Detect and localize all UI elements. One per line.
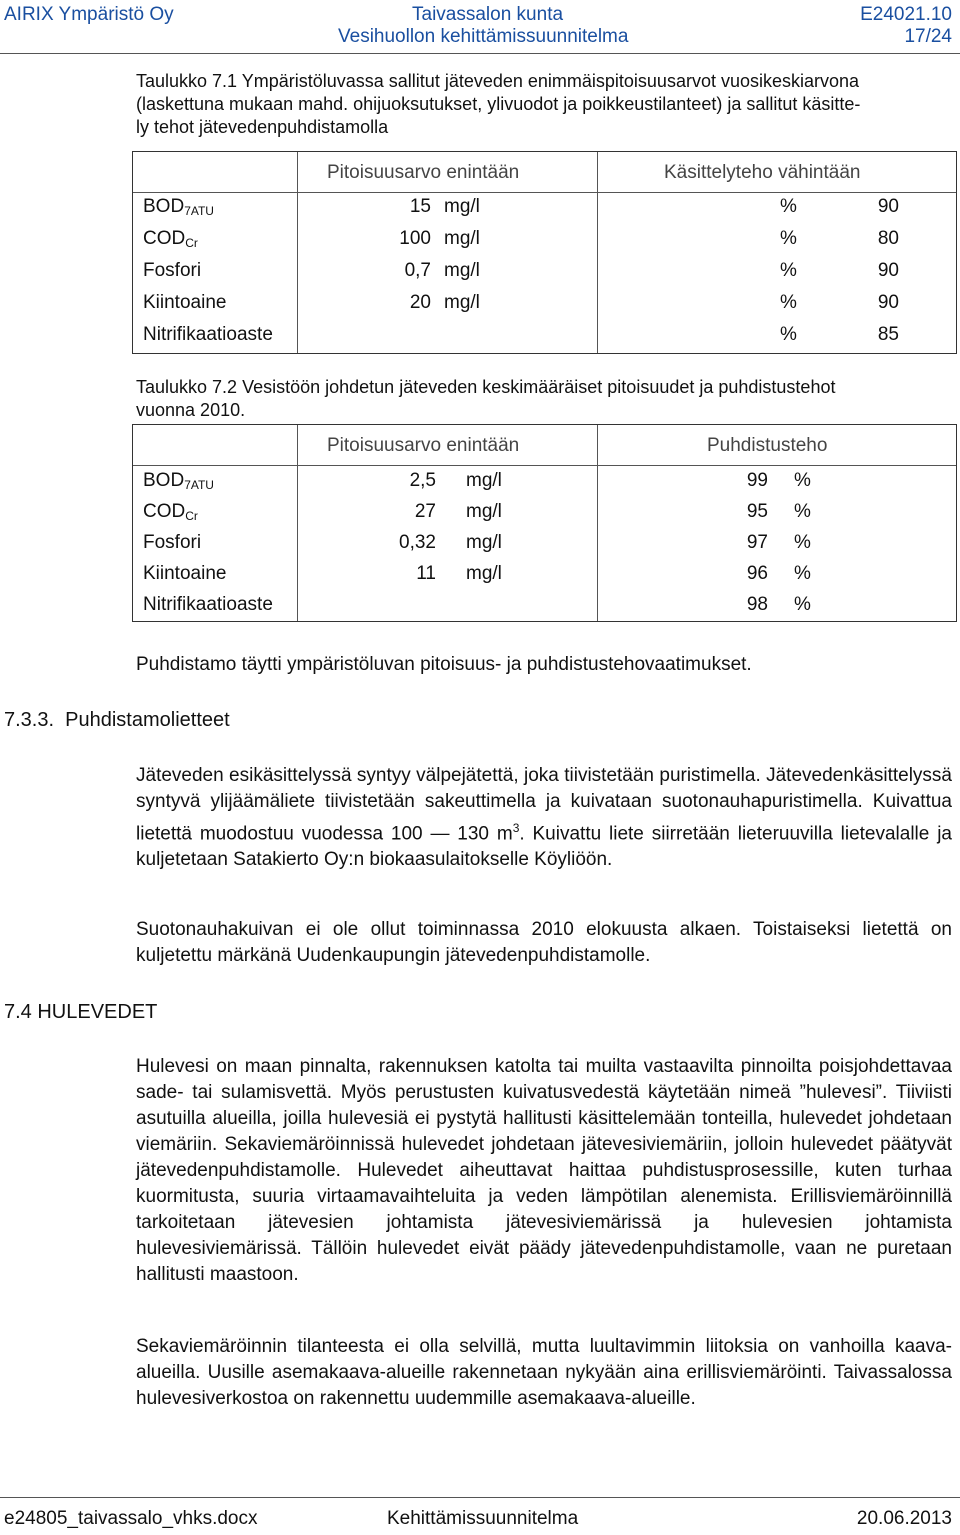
table1-row-2-efficiency: 90 bbox=[877, 260, 899, 281]
footer-filename: e24805_taivassalo_vhks.docx bbox=[4, 1508, 258, 1529]
table1-row-0-efficiency: 90 bbox=[877, 196, 899, 217]
section-733-paragraph-2: Suotonauhakuivan ei ole ollut toiminnassa 2010 elokuusta alkaen. Toistaiseksi lietettä on kuljetettu märkänä Uudenkaupungin jätevedenpuhdistamolle. bbox=[136, 919, 952, 966]
table1-header-concentration: Pitoisuusarvo enintään bbox=[327, 162, 520, 183]
section-74-paragraph-2: Sekaviemäröinnin tilanteesta ei olla selvillä, mutta luultavimmin liitoksia on vanhoilla kaava-alueilla. Uusille asemakaava-alueille rakennetaan nykyään aina erillisviemäröinti. Taivassalossa hulevesiverkostoa on rakennettu uudemmille asemakaava-alueille. bbox=[136, 1336, 952, 1409]
table1-row-0-parameter: $BOD_{7ATU}$ bbox=[143, 196, 214, 218]
table2-row-0-unit: mg/l bbox=[466, 470, 502, 491]
footer-doc-title: Kehittämissuunnitelma bbox=[387, 1508, 579, 1529]
table1-row-0-unit: mg/l bbox=[444, 196, 480, 217]
table1-row-1-value: 100 bbox=[399, 228, 431, 249]
header-client: Taivassalon kunta bbox=[412, 4, 564, 25]
table1-caption-line2: (laskettuna mukaan mahd. ohijuoksutukset, ylivuodot ja poikkeustilanteet) ja sallitut käsitte- bbox=[136, 94, 861, 114]
section-733-p1-sup: 3 bbox=[512, 821, 520, 835]
table2-header-concentration: Pitoisuusarvo enintään bbox=[327, 435, 520, 456]
table1-header-efficiency: Käsittelyteho vähintään bbox=[664, 162, 861, 183]
table1-row-3-value: 20 bbox=[409, 292, 431, 313]
header-divider bbox=[0, 53, 960, 54]
header-project-code: E24021.10 bbox=[860, 4, 952, 25]
table2-row-0-percent: % bbox=[794, 470, 811, 491]
table1-row-4-parameter: Nitrifikaatioaste bbox=[143, 324, 273, 345]
section-74-heading: 7.4 HULEVEDET bbox=[4, 1001, 158, 1023]
table2-row-3-percent: % bbox=[794, 563, 811, 584]
section-733-p1-after: . Kuivattu liete siirretään lieteruuvilla lietevalalle ja kuljetetaan Satakierto Oy:n biokaasulaitokselle Köyliöön. bbox=[136, 823, 952, 871]
section-733-p1-before: Jäteveden esikäsittelyssä syntyy välpejätettä, joka tiivistetään puristimella. Jätevedenkäsittelyssä syntyvä ylijäämäliete tiivistetään sakeuttimella ja kuivataan suotonauhapuristimella. Kuivattua lietettä muodostuu vuodessa 100 — 130 m bbox=[136, 765, 952, 845]
table2-row-2-unit: mg/l bbox=[466, 532, 502, 553]
table1-row-1-percent: % bbox=[780, 228, 797, 249]
table1-row-1-unit: mg/l bbox=[444, 228, 480, 249]
table1-col-divider-1 bbox=[297, 152, 298, 353]
table2-row-4-efficiency: 98 bbox=[746, 594, 768, 615]
table2-row-3-value: 11 bbox=[416, 563, 436, 584]
table1-row-1-efficiency: 80 bbox=[877, 228, 899, 249]
table2-caption-line2: vuonna 2010. bbox=[136, 400, 246, 420]
table2-row-4-percent: % bbox=[794, 594, 811, 615]
table2 bbox=[132, 424, 957, 622]
table2-col-divider-2 bbox=[597, 425, 598, 621]
table1 bbox=[132, 151, 957, 354]
section-74-paragraph-1: Hulevesi on maan pinnalta, rakennuksen katolta tai muilta vastaavilta pinnoilta poisjohdettavaa sade- tai sulamisvettä. Myös perustusten kuivatusvedestä käytetään nimeä ”hulevesi”. Tiiviisti asutuilla alueilla, joilla hulevesiä ei pystytä hallitusti käsittelemään tonteilla, hulevedet johdetaan viemäriin. Sekaviemäröinnissä hulevedet johdetaan jätevesiviemäriin, jolloin hulevedet päätyvät jätevedenpuhdistamolle. Hulevedet aiheuttavat haittaa puhdistusprosessille, kuten turhaa kuormitusta, suuria virtaamavaihteluita ja veden lämpötilan alenemista. Erillisviemäröinnillä tarkoitetaan jätevesien johtamista jätevesiviemärissä ja hulevesien johtamista hulevesiviemärissä. Tällöin hulevedet eivät päädy jätevedenpuhdistamolle, vaan ne puretaan hallitusti maastoon. bbox=[136, 1056, 952, 1285]
header-title: Vesihuollon kehittämissuunnitelma bbox=[338, 26, 629, 47]
table2-row-0-efficiency: 99 bbox=[746, 470, 768, 491]
table2-row-1-percent: % bbox=[794, 501, 811, 522]
footer-divider bbox=[0, 1497, 960, 1498]
table2-row-3-efficiency: 96 bbox=[746, 563, 768, 584]
table2-header-divider bbox=[133, 465, 956, 466]
table2-row-1-parameter: $COD_{Cr}$ bbox=[143, 501, 198, 523]
footer-date: 20.06.2013 bbox=[856, 1508, 952, 1529]
conclusion-text: Puhdistamo täytti ympäristöluvan pitoisuus- ja puhdistustehovaatimukset. bbox=[136, 654, 752, 675]
table1-row-4-percent: % bbox=[780, 324, 797, 345]
table1-row-1-parameter: $COD_{Cr}$ bbox=[143, 228, 198, 250]
table1-row-3-parameter: Kiintoaine bbox=[143, 292, 227, 313]
table1-row-2-percent: % bbox=[780, 260, 797, 281]
table1-row-3-percent: % bbox=[780, 292, 797, 313]
table2-row-3-unit: mg/l bbox=[466, 563, 502, 584]
table1-caption-line1: Taulukko 7.1 Ympäristöluvassa sallitut jäteveden enimmäispitoisuusarvot vuosikeskiarvona bbox=[136, 71, 860, 91]
table1-caption-line3: ly tehot jätevedenpuhdistamolla bbox=[136, 117, 389, 137]
table2-row-0-parameter: $BOD_{7ATU}$ bbox=[143, 470, 214, 492]
table2-row-1-value: 27 bbox=[414, 501, 436, 522]
table1-row-2-unit: mg/l bbox=[444, 260, 480, 281]
table2-row-0-value: 2,5 bbox=[409, 470, 436, 491]
header-company: AIRIX Ympäristö Oy bbox=[4, 4, 174, 25]
table2-row-2-efficiency: 97 bbox=[746, 532, 768, 553]
table1-col-divider-2 bbox=[597, 152, 598, 353]
table2-row-1-unit: mg/l bbox=[466, 501, 502, 522]
section-733-heading: 7.3.3. Puhdistamolietteet bbox=[4, 709, 230, 731]
table2-col-divider-1 bbox=[297, 425, 298, 621]
table2-caption-line1: Taulukko 7.2 Vesistöön johdetun jäteveden keskimääräiset pitoisuudet ja puhdistustehot bbox=[136, 377, 836, 397]
table2-row-4-parameter: Nitrifikaatioaste bbox=[143, 594, 273, 615]
table2-row-2-parameter: Fosfori bbox=[143, 532, 202, 553]
header-page-number: 17/24 bbox=[904, 26, 952, 47]
table1-row-0-percent: % bbox=[780, 196, 797, 217]
table1-row-3-unit: mg/l bbox=[444, 292, 480, 313]
section-733-paragraph-1 bbox=[136, 763, 952, 873]
table1-row-2-parameter: Fosfori bbox=[143, 260, 202, 281]
table2-row-2-value: 0,32 bbox=[399, 532, 436, 553]
table2-row-2-percent: % bbox=[794, 532, 811, 553]
table1-row-0-value: 15 bbox=[409, 196, 431, 217]
table2-row-1-efficiency: 95 bbox=[746, 501, 768, 522]
table1-row-3-efficiency: 90 bbox=[877, 292, 899, 313]
table2-header-efficiency: Puhdistusteho bbox=[707, 435, 828, 456]
table1-row-2-value: 0,7 bbox=[404, 260, 431, 281]
table1-row-4-efficiency: 85 bbox=[877, 324, 899, 345]
table2-row-3-parameter: Kiintoaine bbox=[143, 563, 227, 584]
table1-header-divider bbox=[133, 192, 956, 193]
